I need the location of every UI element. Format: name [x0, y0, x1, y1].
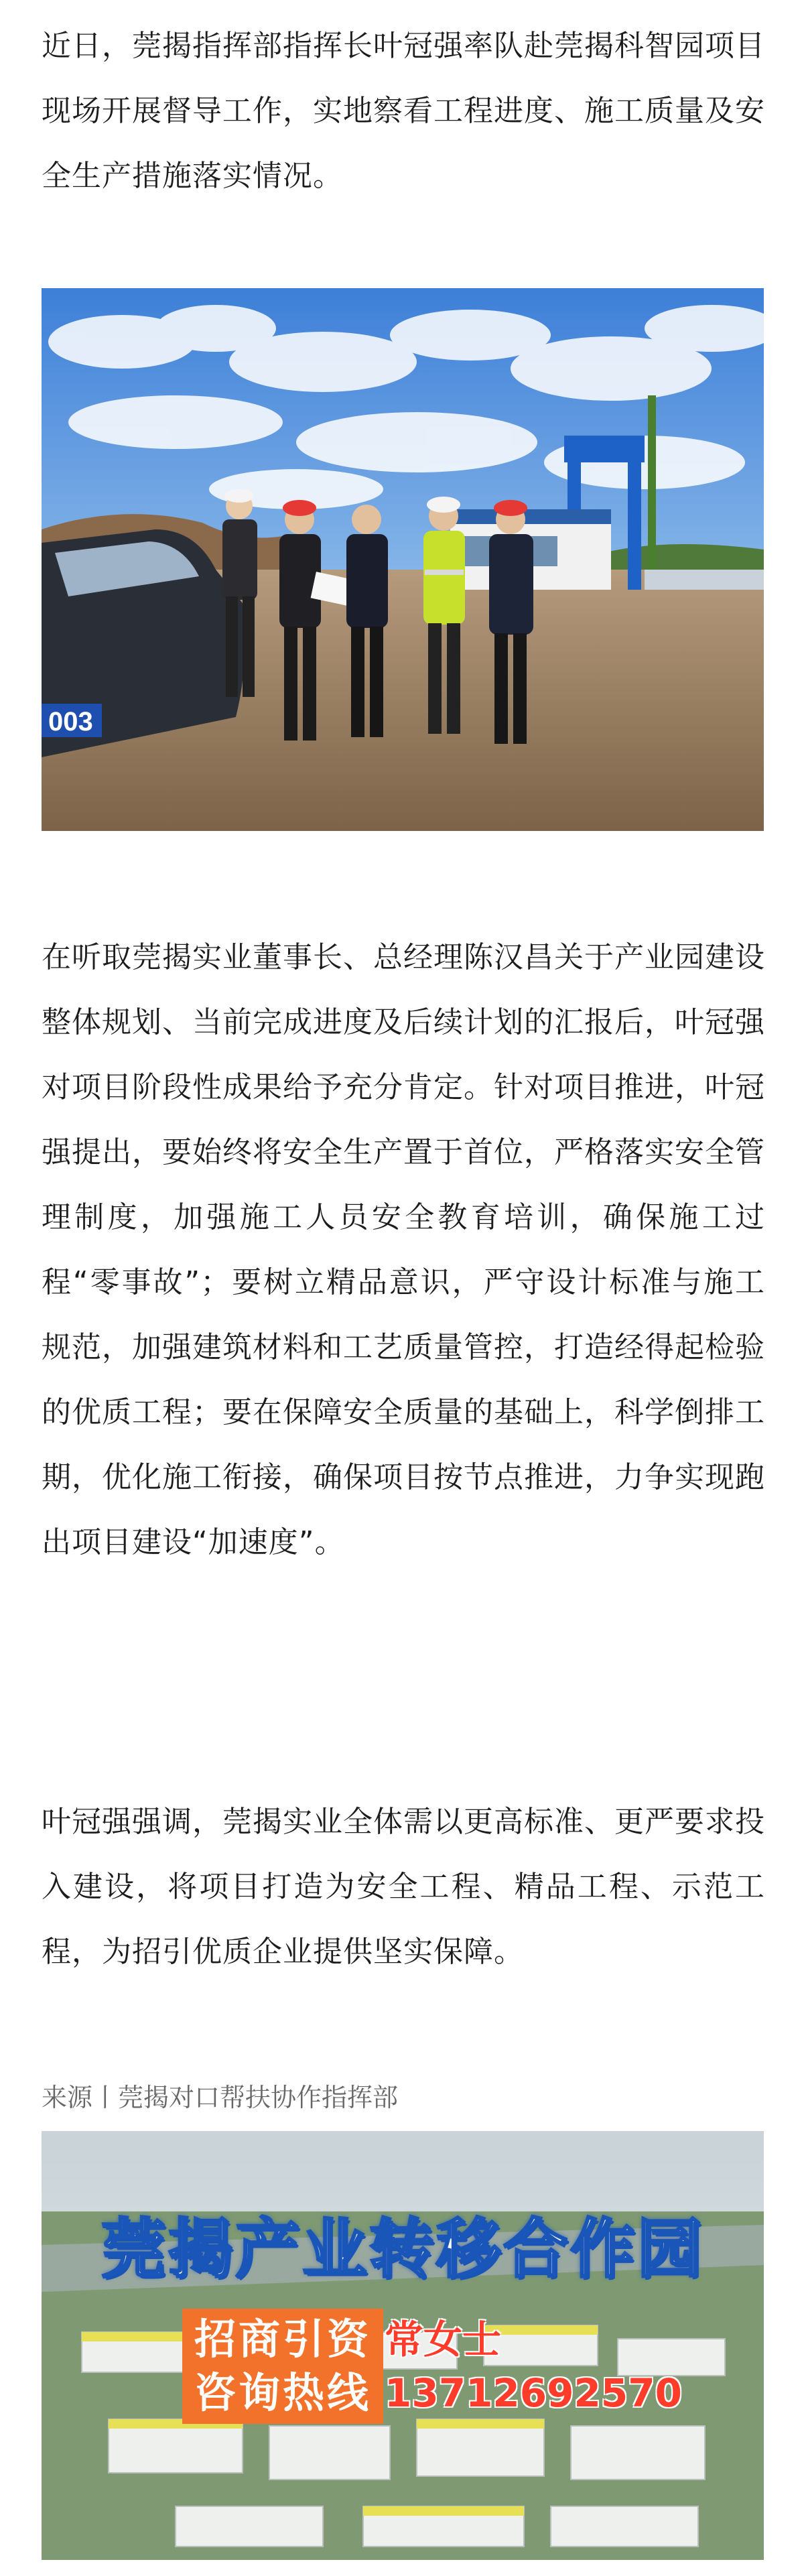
contact-name: 常女士 [385, 2317, 502, 2362]
hotline-label: 咨询热线 [194, 2368, 372, 2417]
contact-phone[interactable]: 13712692570 [385, 2370, 682, 2416]
article-source: 来源丨莞揭对口帮扶协作指挥部 [42, 2083, 399, 2112]
industrial-park-banner[interactable] [42, 2131, 764, 2560]
investment-hotline-box [182, 2309, 383, 2424]
investment-label: 招商引资 [194, 2315, 372, 2364]
paragraph-conclusion: 叶冠强强调，莞揭实业全体需以更高标准、更严要求投入建设，将项目打造为安全工程、精品工程、示范工程，为招引优质企业提供坚实保障。 [42, 1805, 765, 1969]
site-inspection-illustration [42, 288, 764, 831]
banner-title: 莞揭产业转移合作园 [101, 2211, 704, 2287]
license-plate-text: 003 [48, 707, 93, 736]
contact-info[interactable] [385, 2313, 682, 2420]
site-inspection-photo [42, 288, 764, 831]
paragraph-intro: 近日，莞揭指挥部指挥长叶冠强率队赴莞揭科智园项目现场开展督导工作，实地察看工程进度、施工质量及安全生产措施落实情况。 [42, 29, 765, 193]
paragraph-body: 在听取莞揭实业董事长、总经理陈汉昌关于产业园建设整体规划、当前完成进度及后续计划的汇报后，叶冠强对项目阶段性成果给予充分肯定。针对项目推进，叶冠强提出，要始终将安全生产置于首位，严格落实安全管理制度，加强施工人员安全教育培训，确保施工过程“零事故”；要树立精品意识，严守设计标准与施工规范，加强建筑材料和工艺质量管控，打造经得起检验的优质工程；要在保障安全质量的基础上，科学倒排工期，优化施工衔接，确保项目按节点推进，力争实现跑出项目建设“加速度”。 [42, 940, 765, 1559]
